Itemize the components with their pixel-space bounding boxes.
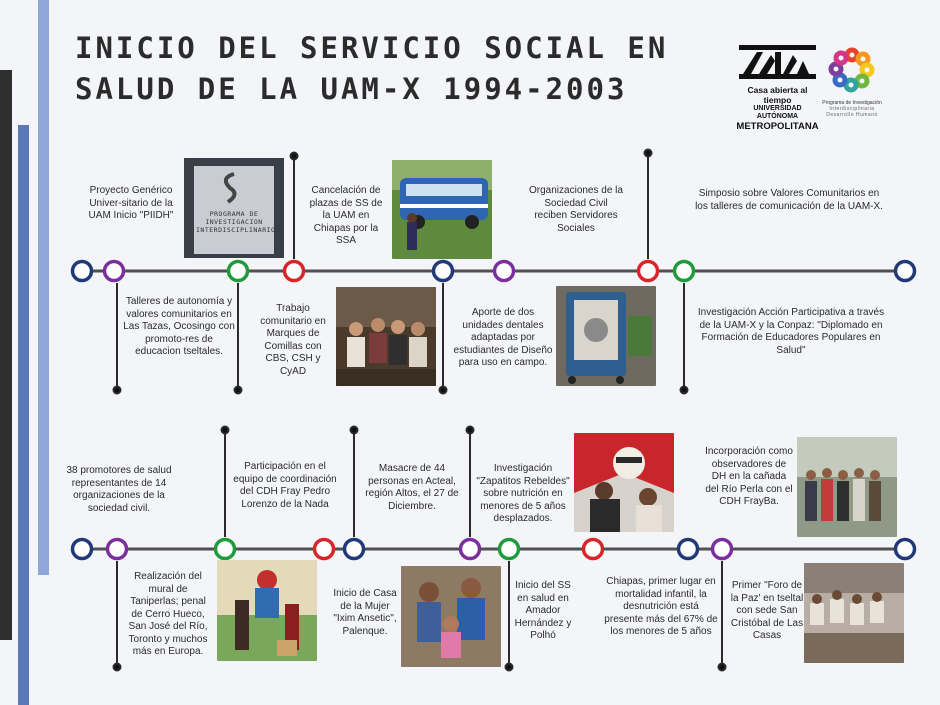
photo-bus: [392, 160, 492, 259]
title-line-1: INICIO DEL SERVICIO SOCIAL EN: [75, 31, 669, 65]
event-autonomy-workshops: Talleres de autonomía y valores comunitarios en Las Tazas, Ocosingo con promoto-res de educacion tseltales.: [123, 296, 235, 357]
title-line-2: SALUD DE LA UAM-X 1994-2003: [75, 72, 628, 106]
event-dh-observers: Incorporación como observadores de DH en la cañada del Río Perla con el CDH FrayBa.: [705, 446, 793, 507]
photo-piidh-sign: [184, 158, 284, 258]
timeline-node: [434, 262, 453, 281]
timeline-node: [461, 540, 480, 559]
photo-dental-unit: [556, 286, 656, 386]
event-dental-units: Aporte de dos unidades dentales adaptadas por estudiantes de Diseño para uso en campo.: [453, 307, 553, 368]
event-piidh-project: Proyecto Genérico Univer-sitario de la UAM Inicio "PIIDH": [88, 185, 174, 221]
event-casa-mujer: Inicio de Casa de la Mujer "Ixim Ansetic", Palenque.: [333, 588, 397, 637]
photo-zapatista-poster: [574, 433, 674, 532]
timeline-node: [495, 262, 514, 281]
event-cancelled-positions: Cancelación de plazas de SS de la UAM en Chiapas por la SSA: [309, 185, 383, 246]
event-health-promoters: 38 promotores de salud representantes de 14 organizaciones de la sociedad civil.: [66, 465, 172, 514]
timeline-node: [675, 262, 694, 281]
timeline-node: [713, 540, 732, 559]
event-peace-forum: Primer "Foro de la Paz' en tseltal con sede San Cristóbal de Las Casas: [730, 580, 804, 641]
event-participatory-research: Investigación Acción Participativa a través de la UAM-X y la Conpaz: "Diplomado en Formación de Educadores Populares en Salud": [697, 307, 885, 356]
piidh-logo-line3: Desarrollo Humano: [826, 112, 878, 118]
timeline-node: [679, 540, 698, 559]
timeline-node: [216, 540, 235, 559]
timeline-node: [73, 540, 92, 559]
piidh-logo-line2: Interdisciplinaria: [829, 106, 875, 112]
connector-dot: [440, 387, 447, 394]
timeline-node: [500, 540, 519, 559]
uam-logo-line3: METROPOLITANA: [736, 121, 819, 132]
connector-dot: [681, 387, 688, 394]
timeline-node: [345, 540, 364, 559]
event-ss-start: Inicio del SS en salud en Amador Hernández y Polhó: [514, 580, 572, 641]
uam-logo-line2: UNIVERSIDAD AUTÓNOMA: [753, 105, 802, 120]
connector-dot: [114, 664, 121, 671]
photo-workshop: [336, 287, 436, 386]
connector-dot: [351, 427, 358, 434]
piidh-logo-line1: Programa de Investigación: [822, 100, 882, 106]
timeline-node: [108, 540, 127, 559]
connector-dot: [645, 150, 652, 157]
event-acteal: Masacre de 44 personas en Acteal, región Altos, el 27 de Diciembre.: [365, 463, 459, 512]
connector-dot: [291, 153, 298, 160]
photo-sign-caption: PROGRAMA DE INVESTIGACION INTERDISCIPLINARIO: [196, 210, 276, 234]
timeline-node: [584, 540, 603, 559]
event-cdh-coordination: Participación en el equipo de coordinación del CDH Fray Pedro Lorenzo de la Nada: [233, 461, 337, 510]
connector-dot: [467, 427, 474, 434]
event-infant-mortality: Chiapas, primer lugar en mortalidad infantil, la desnutrición está presente más del 67% de los menores de 5 años: [604, 576, 718, 637]
photo-foro-paz: [804, 563, 904, 663]
connector-dot: [719, 664, 726, 671]
photo-observers-group: [797, 437, 897, 537]
timeline-node: [896, 262, 915, 281]
event-community-work: Trabajo comunitario en Marques de Comillas con CBS, CSH y CyAD: [260, 303, 326, 377]
event-civil-society: Organizaciones de la Sociedad Civil reciben Servidores Sociales: [529, 185, 623, 234]
connector-dot: [235, 387, 242, 394]
timeline-node: [315, 540, 334, 559]
timeline-node: [639, 262, 658, 281]
timeline-node: [105, 262, 124, 281]
timeline-node: [285, 262, 304, 281]
timeline-node: [896, 540, 915, 559]
event-mural: Realización del mural de Taniperlas; penal de Cerro Hueco, San José del Río, Toronto y muchos más en Europa.: [128, 571, 208, 657]
timeline-node: [229, 262, 248, 281]
connector-dot: [114, 387, 121, 394]
photo-casa-mujer: [401, 566, 501, 667]
photo-mural: [217, 560, 317, 661]
connector-dot: [506, 664, 513, 671]
timeline-node: [73, 262, 92, 281]
event-symposium: Simposio sobre Valores Comunitarios en los talleres de comunicación de la UAM-X.: [695, 188, 883, 212]
event-zapatitos: Investigación "Zapatitos Rebeldes" sobre nutrición en menores de 5 años desplazados.: [476, 463, 570, 524]
uam-logo-line1: Casa abierta al tiempo: [747, 85, 808, 105]
connector-dot: [222, 427, 229, 434]
